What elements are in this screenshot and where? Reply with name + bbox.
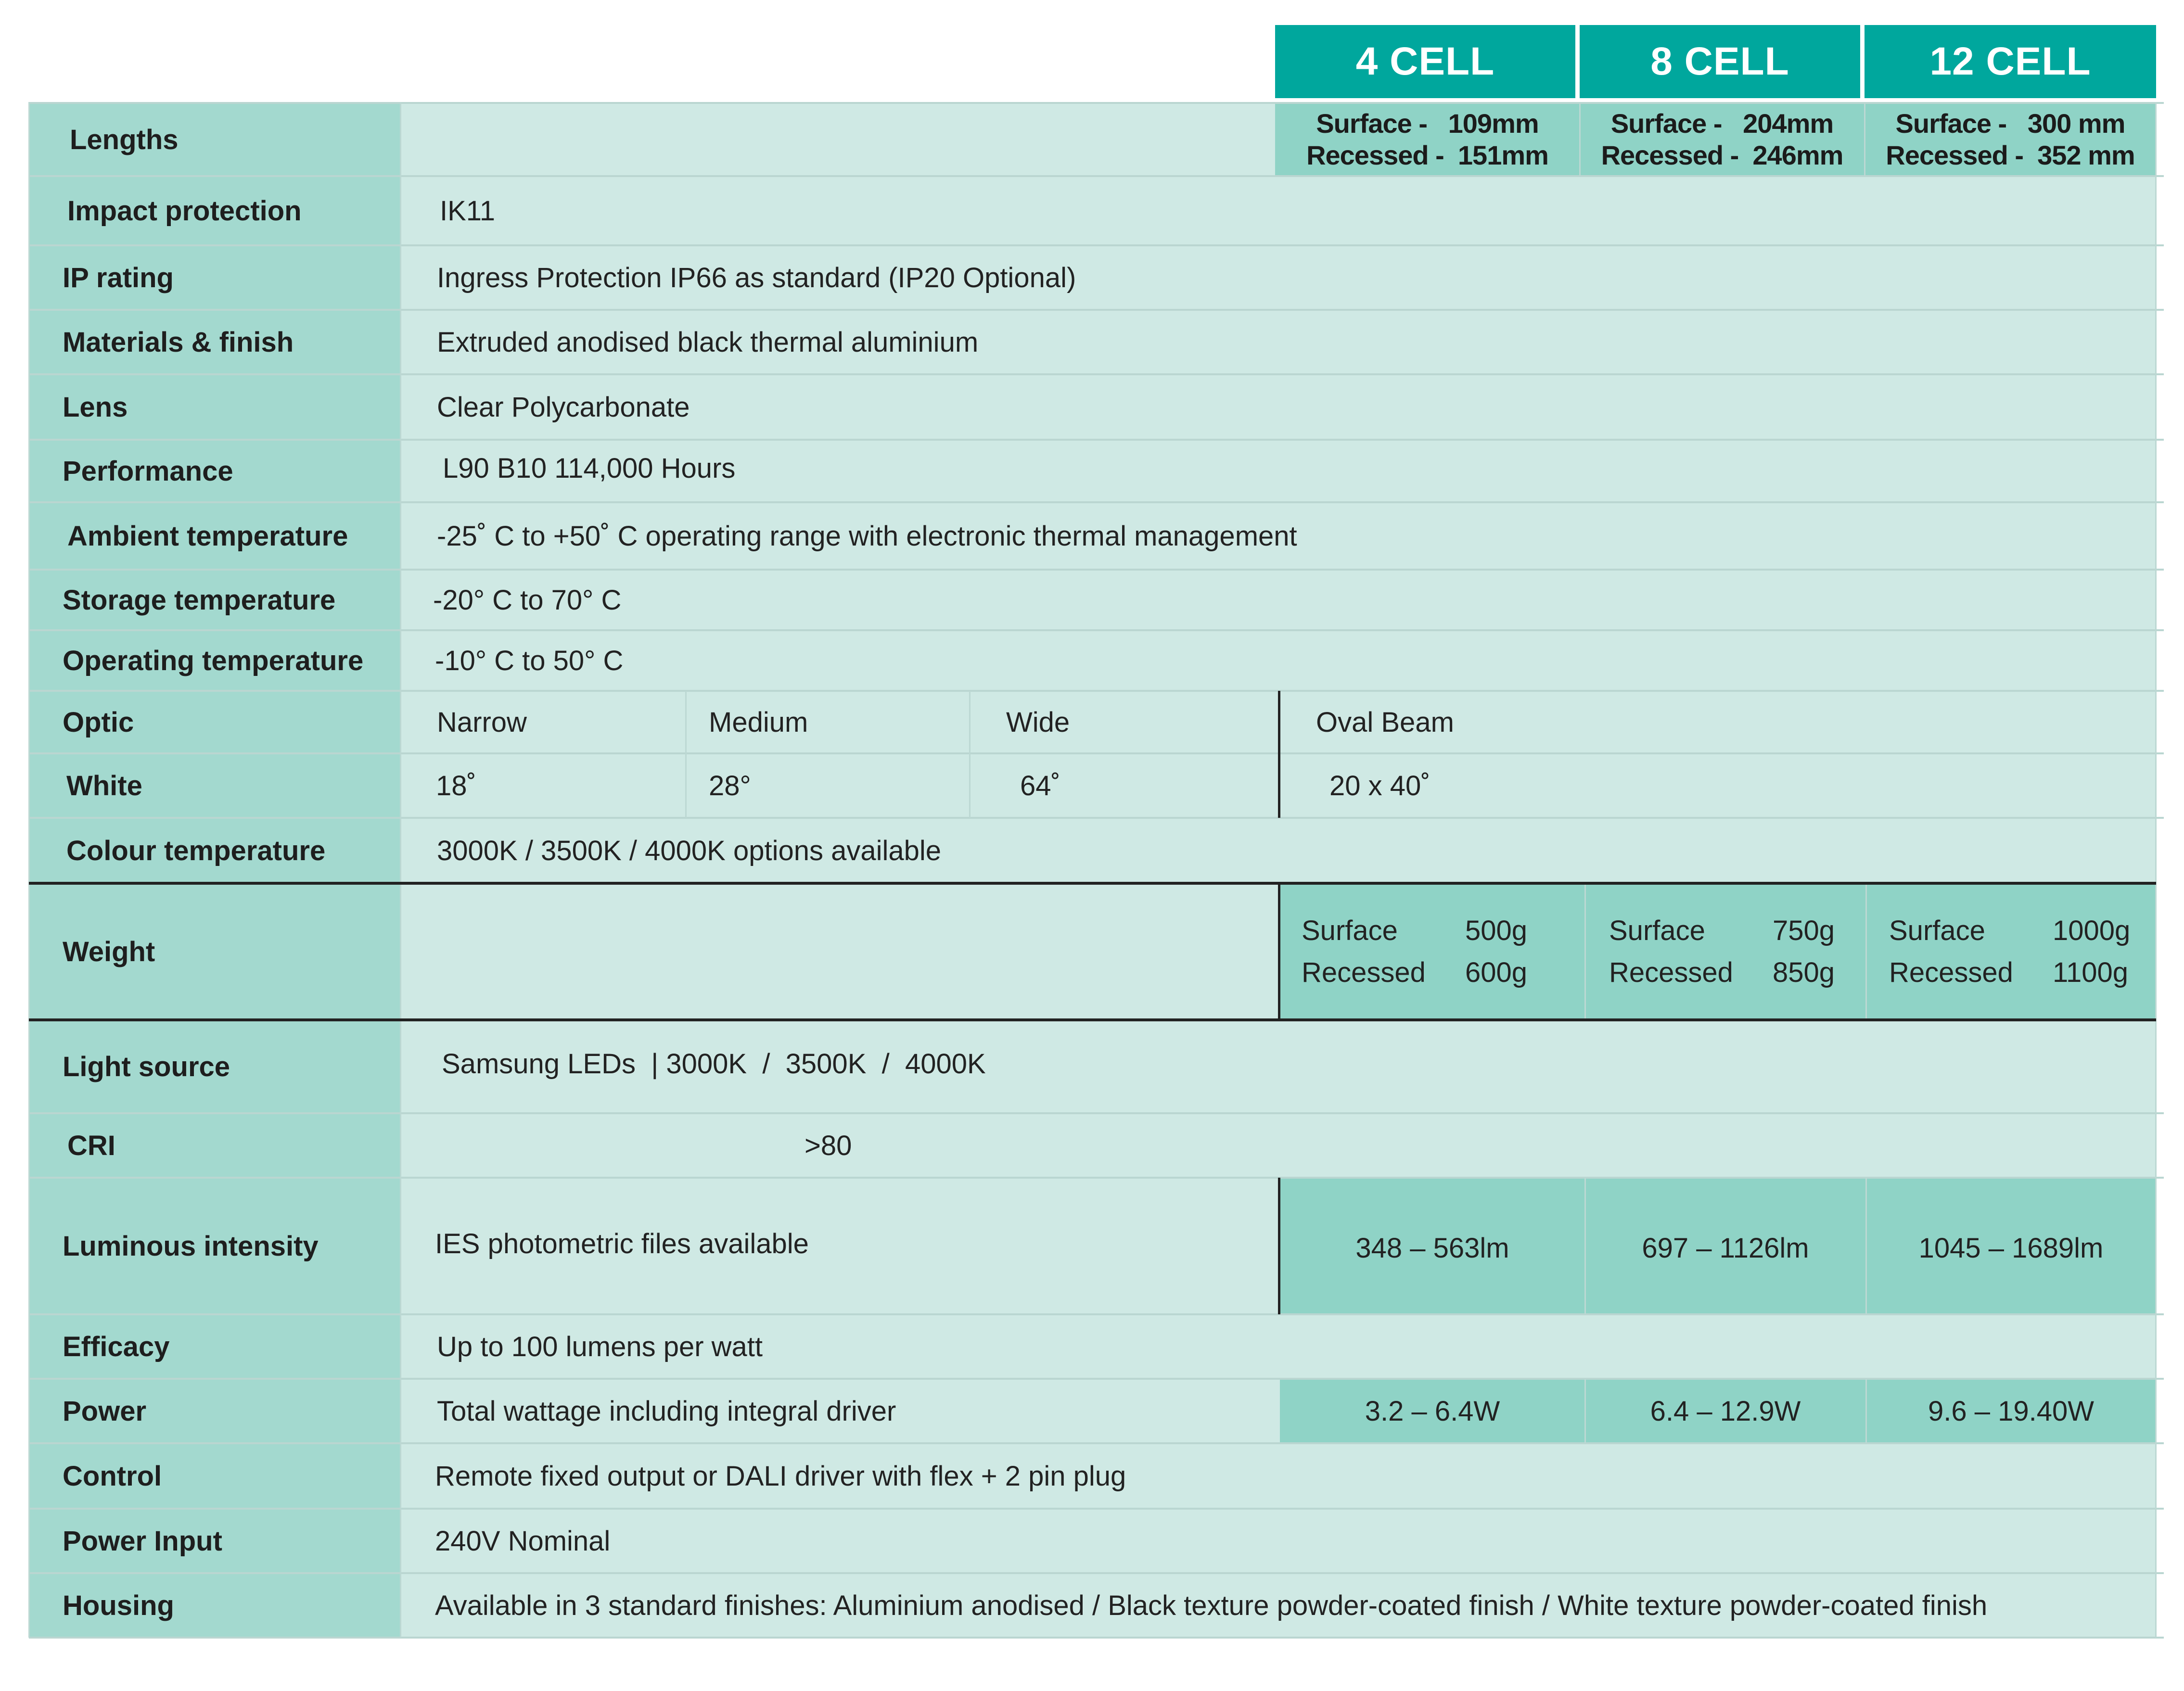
row-divider — [29, 1442, 2164, 1444]
optic-oval-beam: Oval Beam — [1280, 691, 2156, 753]
weight-8-cell — [1585, 883, 1866, 1020]
luminous-8-cell: 697 – 1126lm — [1585, 1178, 1866, 1314]
lengths-4-cell — [1275, 103, 1580, 176]
white-narrow-value: 18˚ — [400, 753, 686, 818]
value-ambient-temperature: -25˚ C to +50˚ C operating range with electronic thermal management — [400, 502, 2156, 570]
column-divider — [1865, 1379, 1867, 1443]
row-divider — [29, 1177, 2164, 1179]
label-light-source: Light source — [29, 1020, 400, 1113]
column-divider — [685, 691, 687, 818]
column-divider — [1865, 883, 1867, 1020]
weight-12-recessed-value: 1100g — [2053, 957, 2128, 988]
column-divider — [969, 691, 971, 818]
row-divider — [29, 1112, 2164, 1114]
value-colour-temperature: 3000K / 3500K / 4000K options available — [400, 818, 2156, 883]
weight-8-surface-label: Surface — [1609, 915, 1705, 946]
value-ip-rating: Ingress Protection IP66 as standard (IP20 Optional) — [400, 245, 2156, 310]
label-control: Control — [29, 1443, 400, 1509]
optic-medium: Medium — [686, 691, 970, 753]
value-operating-temperature: -10° C to 50° C — [400, 630, 2156, 691]
row-divider — [29, 690, 2164, 692]
label-weight: Weight — [29, 883, 400, 1020]
optic-narrow: Narrow — [400, 691, 686, 753]
power-8-cell: 6.4 – 12.9W — [1585, 1379, 1866, 1443]
label-operating-temperature: Operating temperature — [29, 630, 400, 691]
value-luminous-intensity: IES photometric files available — [400, 1178, 1280, 1314]
column-divider — [1865, 1178, 1867, 1314]
weight-divider-rule — [1278, 883, 1280, 1020]
weight-4-surface-value: 500g — [1465, 915, 1528, 946]
label-impact-protection: Impact protection — [29, 176, 400, 245]
value-weight-blank — [400, 883, 1280, 1020]
label-luminous-intensity: Luminous intensity — [29, 1178, 400, 1314]
lengths-4-recessed: Recessed - 151mm — [1306, 140, 1548, 170]
row-divider — [29, 752, 2164, 754]
luminous-12-cell: 1045 – 1689lm — [1866, 1178, 2156, 1314]
row-divider — [29, 244, 2164, 246]
column-divider — [1584, 1178, 1586, 1314]
weight-8-surface-value: 750g — [1773, 915, 1835, 946]
row-divider — [29, 1378, 2164, 1380]
label-ambient-temperature: Ambient temperature — [29, 502, 400, 570]
value-efficacy: Up to 100 lumens per watt — [400, 1314, 2156, 1379]
label-optic: Optic — [29, 691, 400, 753]
value-light-source: Samsung LEDs | 3000K / 3500K / 4000K — [400, 1020, 2156, 1113]
value-storage-temperature: -20° C to 70° C — [400, 570, 2156, 630]
weight-12-surface-value: 1000g — [2053, 915, 2131, 946]
power-12-cell: 9.6 – 19.40W — [1866, 1379, 2156, 1443]
weight-8-recessed-value: 850g — [1773, 957, 1835, 988]
label-storage-temperature: Storage temperature — [29, 570, 400, 630]
optic-wide: Wide — [970, 691, 1280, 753]
label-lengths: Lengths — [29, 103, 400, 176]
row-divider — [29, 1313, 2164, 1315]
label-cri: CRI — [29, 1113, 400, 1178]
weight-4-cell — [1280, 883, 1585, 1020]
power-4-cell: 3.2 – 6.4W — [1280, 1379, 1585, 1443]
row-divider — [29, 817, 2164, 819]
value-power: Total wattage including integral driver — [400, 1379, 1280, 1443]
weight-4-surface-label: Surface — [1302, 915, 1398, 946]
column-divider — [1584, 883, 1586, 1020]
luminous-divider-rule — [1278, 1178, 1280, 1314]
value-power-input: 240V Nominal — [400, 1509, 2156, 1573]
column-header-8-cell: 8 CELL — [1580, 25, 1860, 98]
label-lens: Lens — [29, 374, 400, 440]
weight-12-surface-label: Surface — [1889, 915, 1985, 946]
optic-divider-rule — [1278, 691, 1280, 818]
lengths-8-surface: Surface - 204mm — [1610, 108, 1834, 139]
row-divider — [29, 309, 2164, 311]
column-divider — [1584, 1379, 1586, 1443]
column-divider — [1864, 103, 1865, 176]
value-performance: L90 B10 114,000 Hours — [400, 440, 2156, 502]
row-divider — [29, 569, 2164, 571]
lengths-8-recessed: Recessed - 246mm — [1601, 140, 1843, 170]
luminous-4-cell: 348 – 563lm — [1280, 1178, 1585, 1314]
weight-4-recessed-value: 600g — [1465, 957, 1528, 988]
row-divider — [29, 373, 2164, 375]
lengths-12-recessed: Recessed - 352 mm — [1886, 140, 2135, 170]
value-impact-protection: IK11 — [400, 176, 2156, 245]
row-divider — [29, 102, 2164, 104]
column-divider — [28, 102, 30, 1638]
label-power-input: Power Input — [29, 1509, 400, 1573]
weight-12-cell — [1866, 883, 2156, 1020]
column-header-4-cell: 4 CELL — [1275, 25, 1575, 98]
lengths-12-cell — [1865, 103, 2156, 176]
value-control: Remote fixed output or DALI driver with flex + 2 pin plug — [400, 1443, 2156, 1509]
value-materials-finish: Extruded anodised black thermal aluminium — [400, 310, 2156, 374]
row-divider — [29, 1572, 2164, 1574]
weight-8-recessed-label: Recessed — [1609, 957, 1733, 988]
white-medium-value: 28° — [686, 753, 970, 818]
row-divider — [29, 1637, 2164, 1639]
column-divider — [2155, 102, 2157, 1638]
lengths-4-surface: Surface - 109mm — [1316, 108, 1539, 139]
white-oval-beam-value: 20 x 40˚ — [1280, 753, 2156, 818]
column-divider — [1579, 103, 1581, 176]
value-cri: >80 — [400, 1113, 2156, 1178]
weight-top-rule — [29, 882, 2156, 885]
label-power: Power — [29, 1379, 400, 1443]
row-divider — [29, 175, 2164, 177]
value-housing: Available in 3 standard finishes: Aluminium anodised / Black texture powder-coated finish / White texture powder-coated finish — [400, 1573, 2156, 1638]
label-performance: Performance — [29, 440, 400, 502]
label-white: White — [29, 753, 400, 818]
label-efficacy: Efficacy — [29, 1314, 400, 1379]
value-lens: Clear Polycarbonate — [400, 374, 2156, 440]
lengths-8-cell — [1580, 103, 1865, 176]
weight-4-recessed-label: Recessed — [1302, 957, 1426, 988]
row-divider — [29, 501, 2164, 503]
label-colour-temperature: Colour temperature — [29, 818, 400, 883]
row-divider — [29, 439, 2164, 441]
weight-bottom-rule — [29, 1018, 2156, 1021]
label-housing: Housing — [29, 1573, 400, 1638]
weight-12-recessed-label: Recessed — [1889, 957, 2013, 988]
value-lengths-blank — [400, 103, 1275, 176]
row-divider — [29, 629, 2164, 631]
label-ip-rating: IP rating — [29, 245, 400, 310]
white-wide-value: 64˚ — [970, 753, 1280, 818]
lengths-12-surface: Surface - 300 mm — [1895, 108, 2125, 139]
label-materials-finish: Materials & finish — [29, 310, 400, 374]
column-divider — [400, 102, 401, 1638]
column-header-12-cell: 12 CELL — [1865, 25, 2156, 98]
row-divider — [29, 1508, 2164, 1510]
